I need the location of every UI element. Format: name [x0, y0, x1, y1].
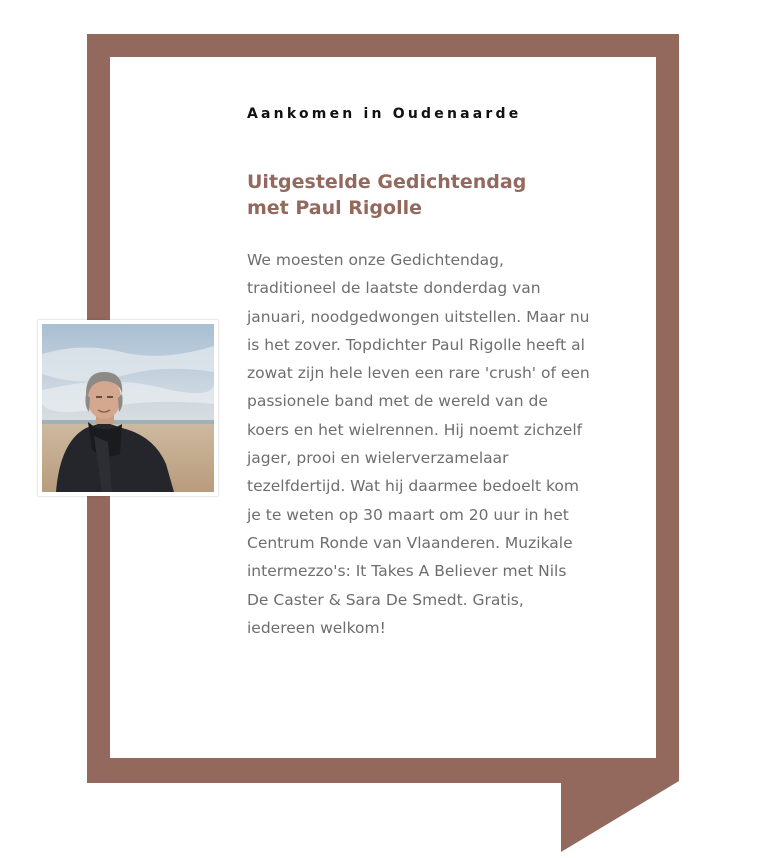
portrait-image	[42, 324, 214, 492]
portrait-photo	[38, 320, 218, 496]
article	[247, 104, 590, 642]
article-kicker: Aankomen in Oudenaarde	[247, 106, 522, 122]
article-headline: Uitgestelde Gedichtendag met Paul Rigolle	[247, 171, 527, 219]
article-body: We moesten onze Gedichtendag, traditioneel de laatste donderdag van januari, noodgedwongen uitstellen. Maar nu is het zover. Topdichter Paul Rigolle heeft al zowat zijn hele leven een rare 'crush' of een passionele band met de wereld van de koers en het wielrennen. Hij noemt zichzelf jager, prooi en wielerverzamelaar tezelfdertijd. Wat hij daarmee bedoelt kom je te weten op 30 maart om 20 uur in het Centrum Ronde van Vlaanderen. Muzikale intermezzo's: It Takes A Believer met Nils De Caster & Sara De Smedt. Gratis, iedereen welkom!	[247, 251, 590, 637]
